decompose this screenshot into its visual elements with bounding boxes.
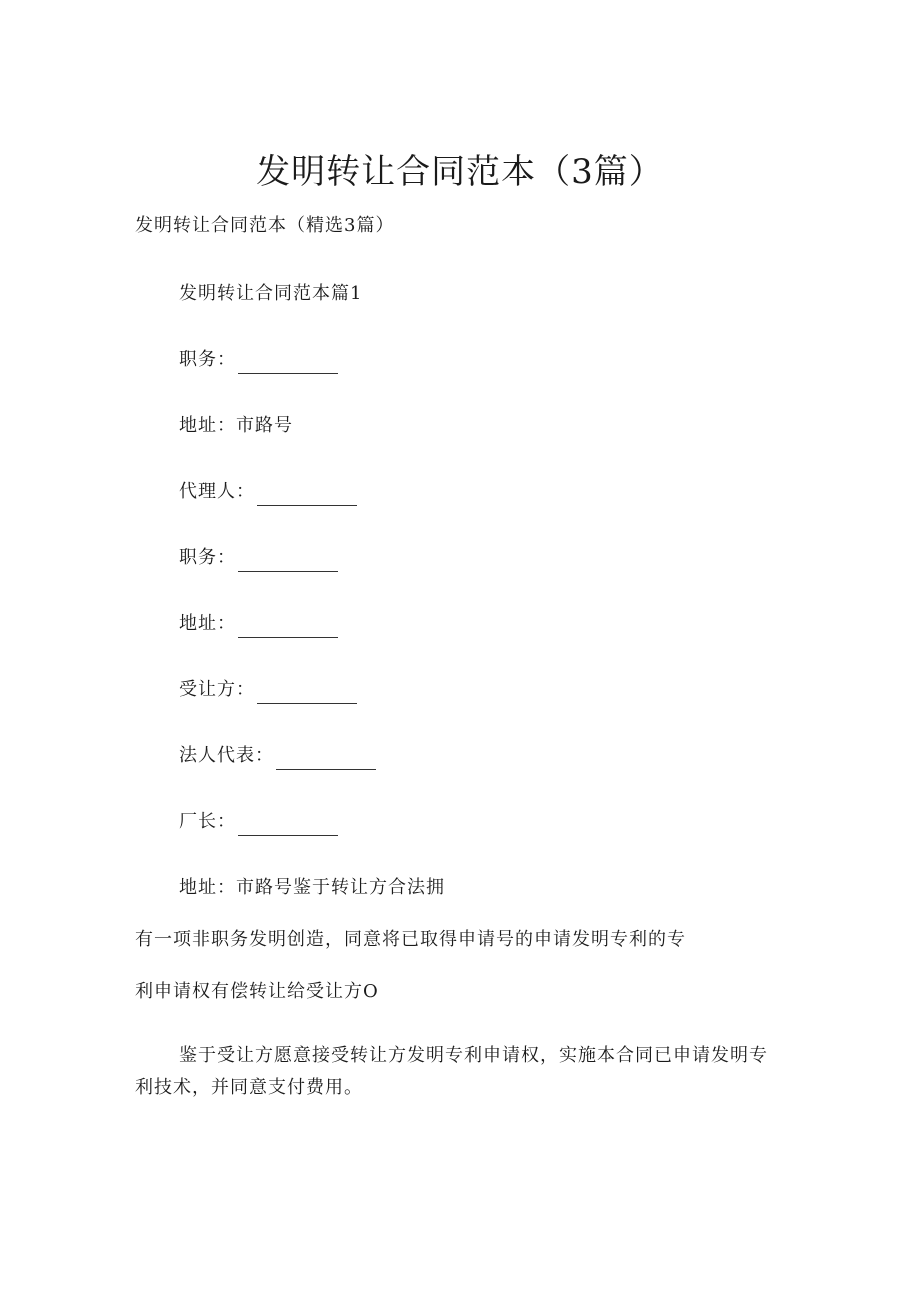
blank-line <box>238 819 338 836</box>
blank-line <box>238 555 338 572</box>
document-subtitle: 发明转让合同范本（精选3篇） <box>135 215 395 236</box>
body-paragraph: 鉴于受让方愿意接受转让方发明专利申请权，实施本合同已申请发明专利技术，并同意支付费用。 <box>135 1045 768 1098</box>
blank-line <box>257 489 357 506</box>
field-label: 职务： <box>179 547 236 568</box>
field-label: 代理人： <box>179 481 255 502</box>
field-factory-director <box>179 808 338 836</box>
blank-line <box>276 753 376 770</box>
section-heading: 发明转让合同范本篇1 <box>179 283 363 304</box>
field-label: 地址：市路号鉴于转让方合法拥 <box>179 877 445 898</box>
field-position-2 <box>179 544 338 572</box>
body-line-1: 有一项非职务发明创造，同意将已取得申请号的申请发明专利的专 <box>135 929 686 950</box>
field-label: 受让方： <box>179 679 255 700</box>
field-label: 地址： <box>179 613 236 634</box>
field-label: 法人代表： <box>179 745 274 766</box>
field-address-3 <box>179 874 445 902</box>
field-agent <box>179 478 357 506</box>
field-legal-rep <box>179 742 376 770</box>
document-title: 发明转让合同范本（3篇） <box>256 152 664 192</box>
blank-line <box>257 687 357 704</box>
field-label: 厂长： <box>179 811 236 832</box>
field-address-1 <box>179 412 293 440</box>
field-assignee <box>179 676 357 704</box>
blank-line <box>238 357 338 374</box>
blank-line <box>238 621 338 638</box>
body-line-2: 利申请权有偿转让给受让方O <box>135 981 379 1002</box>
field-address-2 <box>179 610 338 638</box>
field-position-1 <box>179 346 338 374</box>
field-label: 地址：市路号 <box>179 415 293 436</box>
field-label: 职务： <box>179 349 236 370</box>
